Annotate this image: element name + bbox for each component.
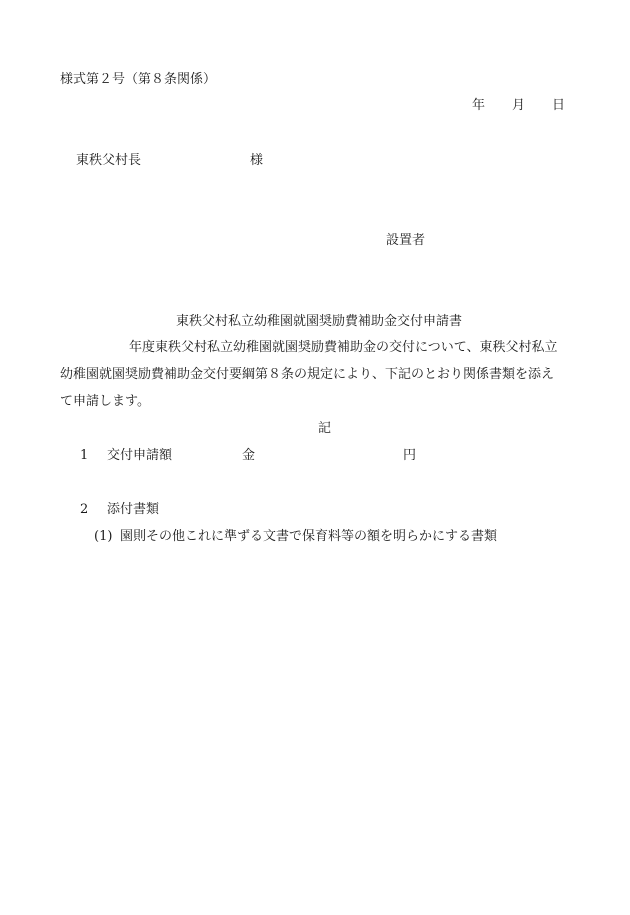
ki-heading: 記 (318, 421, 332, 436)
date-year-label: 年 (472, 98, 486, 113)
item-1-number: 1 (80, 448, 89, 463)
body-line-2: 幼稚園就園奨励費補助金交付要綱第８条の規定により、下記のとおり関係書類を添え (60, 367, 555, 382)
item-1-label: 交付申請額 (107, 448, 173, 463)
item-2-sub-number: (1) (94, 529, 113, 544)
item-2-number: 2 (80, 502, 89, 517)
addressee-honorific: 様 (250, 153, 264, 168)
document-title: 東秩父村私立幼稚園就園奨励費補助金交付申請書 (176, 314, 463, 329)
date-day-label: 日 (552, 98, 566, 113)
body-line-1: 年度東秩父村私立幼稚園就園奨励費補助金の交付について、東秩父村私立 (129, 340, 558, 355)
applicant-label: 設置者 (386, 233, 426, 248)
date-month-label: 月 (512, 98, 526, 113)
item-1-unit: 円 (403, 448, 417, 463)
item-1-prefix: 金 (242, 448, 256, 463)
item-2-label: 添付書類 (107, 502, 160, 517)
body-line-3: て申請します。 (60, 394, 150, 409)
addressee-name: 東秩父村長 (76, 153, 142, 168)
item-2-sub-text: 園則その他これに準ずる文書で保育料等の額を明らかにする書類 (120, 529, 498, 544)
form-number: 様式第２号（第８条関係） (60, 72, 217, 87)
